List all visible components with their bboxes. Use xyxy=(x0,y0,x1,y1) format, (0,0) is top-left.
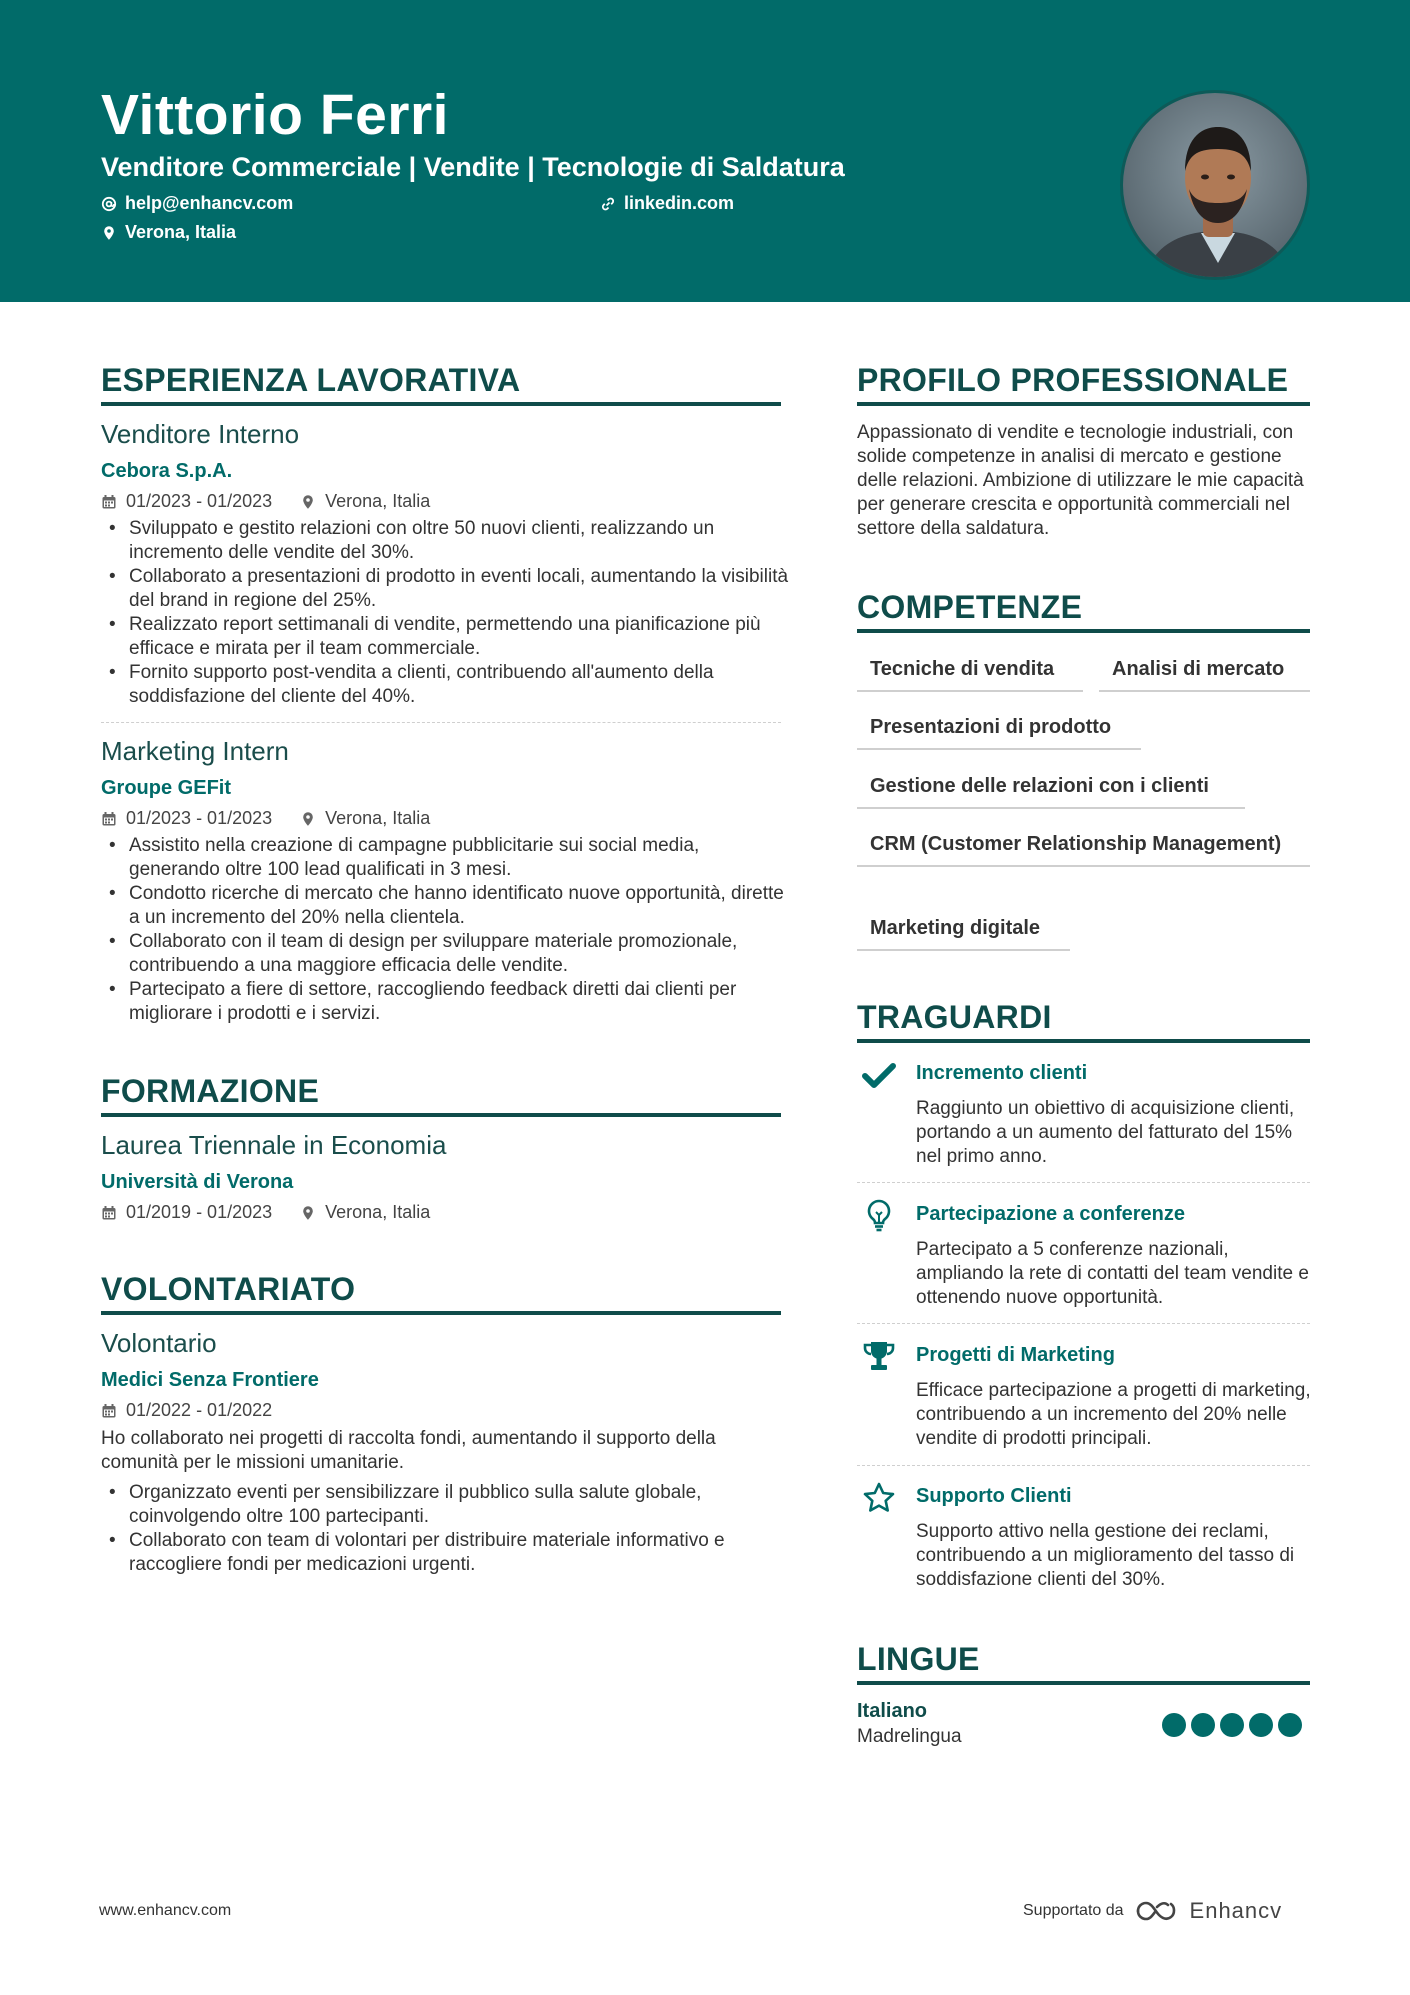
email-contact[interactable] xyxy=(101,193,293,214)
calendar-icon xyxy=(101,1403,117,1419)
achievement-title: Partecipazione a conferenze xyxy=(916,1203,1185,1225)
achievements-divider xyxy=(857,1039,1310,1043)
skill-tag: Presentazioni di prodotto xyxy=(857,714,1141,750)
email-text: help@enhancv.com xyxy=(125,193,294,213)
list-item: • Fornito supporto post-vendita a clienti, contribuendo all'aumento della soddisfazione del cliente del 40%. xyxy=(101,661,791,709)
list-item: • Partecipato a fiere di settore, raccogliendo feedback diretti dai clienti per migliorare i prodotti e i servizi. xyxy=(101,978,791,1026)
experience-divider xyxy=(101,402,781,406)
achievement-description: Efficace partecipazione a progetti di marketing, contribuendo a un incremento del 20% nelle vendite di prodotti principali. xyxy=(916,1380,1311,1449)
job-bullets xyxy=(101,834,791,1026)
location-pin-icon xyxy=(300,811,316,827)
profile-photo xyxy=(1120,90,1310,280)
language-rating xyxy=(1162,1713,1302,1737)
skill-tag: Gestione delle relazioni con i clienti xyxy=(857,773,1245,809)
volunteer-org: Medici Senza Frontiere xyxy=(101,1369,319,1391)
languages-heading: LINGUE xyxy=(857,1641,980,1677)
list-item: • Collaborato a presentazioni di prodotto in eventi locali, aumentando la visibilità del brand in regione del 25%. xyxy=(101,565,791,613)
skill-tag: Analisi di mercato xyxy=(1099,656,1310,692)
link-icon xyxy=(600,196,616,212)
job-location: Verona, Italia xyxy=(325,808,431,828)
job-dates: 01/2023 - 01/2023 xyxy=(126,808,273,828)
achievement-title: Incremento clienti xyxy=(916,1062,1088,1084)
achievement-description: Raggiunto un obiettivo di acquisizione clienti, portando a un aumento del fatturato del 15% nel primo anno. xyxy=(916,1098,1295,1167)
location-pin-icon xyxy=(300,494,316,510)
entry-divider xyxy=(857,1182,1310,1183)
list-item: • Assistito nella creazione di campagne pubblicitarie sui social media, generando oltre 100 lead qualificati in 3 mesi. xyxy=(101,834,791,882)
enhancv-logo-icon xyxy=(1134,1899,1180,1923)
summary-heading: PROFILO PROFESSIONALE xyxy=(857,362,1289,398)
calendar-icon xyxy=(101,494,117,510)
volunteer-dates: 01/2022 - 01/2022 xyxy=(126,1400,273,1420)
company-name: Cebora S.p.A. xyxy=(101,460,233,482)
list-item: • Collaborato con il team di design per sviluppare materiale promozionale, contribuendo a una maggiore efficacia delle vendite. xyxy=(101,930,791,978)
list-item: • Sviluppato e gestito relazioni con oltre 50 nuovi clienti, realizzando un incremento delle vendite del 30%. xyxy=(101,517,791,565)
rating-dot xyxy=(1191,1713,1215,1737)
calendar-icon xyxy=(101,1205,117,1221)
summary-divider xyxy=(857,402,1310,406)
education-dates: 01/2019 - 01/2023 xyxy=(126,1202,273,1222)
language-level: Madrelingua xyxy=(857,1726,962,1747)
star-icon xyxy=(862,1481,896,1515)
linkedin-contact[interactable] xyxy=(600,193,734,214)
school-name: Università di Verona xyxy=(101,1171,294,1193)
job-title: Marketing Intern xyxy=(101,736,289,766)
location-pin-icon xyxy=(101,225,117,241)
resume-header xyxy=(0,0,1410,302)
list-item: • Realizzato report settimanali di vendite, permettendo una pianificazione più efficace e mirata per il team commerciale. xyxy=(101,613,791,661)
rating-dot xyxy=(1162,1713,1186,1737)
powered-by-label: Supportato da xyxy=(1023,1902,1124,1919)
location-pin-icon xyxy=(300,1205,316,1221)
volunteer-meta xyxy=(101,1400,272,1421)
job-meta xyxy=(101,808,430,829)
entry-divider xyxy=(101,722,781,723)
footer-powered-by[interactable] xyxy=(1023,1898,1282,1924)
enhancv-brand: Enhancv xyxy=(1189,1898,1283,1923)
rating-dot xyxy=(1278,1713,1302,1737)
lightbulb-icon xyxy=(862,1198,896,1232)
skill-tag: Marketing digitale xyxy=(857,915,1070,951)
calendar-icon xyxy=(101,811,117,827)
trophy-icon xyxy=(862,1339,896,1373)
education-meta xyxy=(101,1202,430,1223)
languages-divider xyxy=(857,1681,1310,1685)
volunteer-bullets xyxy=(101,1481,791,1577)
degree-title: Laurea Triennale in Economia xyxy=(101,1130,447,1160)
volunteering-divider xyxy=(101,1311,781,1315)
achievement-description: Supporto attivo nella gestione dei reclami, contribuendo a un miglioramento del tasso di soddisfazione clienti del 30%. xyxy=(916,1521,1295,1590)
achievement-title: Progetti di Marketing xyxy=(916,1344,1115,1366)
location-text: Verona, Italia xyxy=(125,222,237,242)
volunteering-heading: VOLONTARIATO xyxy=(101,1271,356,1307)
company-name: Groupe GEFit xyxy=(101,777,231,799)
rating-dot xyxy=(1249,1713,1273,1737)
language-name: Italiano xyxy=(857,1700,928,1722)
footer-url[interactable]: www.enhancv.com xyxy=(99,1902,232,1919)
linkedin-text: linkedin.com xyxy=(624,193,735,213)
job-location: Verona, Italia xyxy=(325,491,431,511)
job-title: Venditore Interno xyxy=(101,419,300,449)
skills-divider xyxy=(857,629,1310,633)
candidate-headline: Venditore Commerciale | Vendite | Tecnologie di Saldatura xyxy=(101,152,845,182)
job-meta xyxy=(101,491,430,512)
entry-divider xyxy=(857,1323,1310,1324)
candidate-name: Vittorio Ferri xyxy=(101,83,449,147)
skill-tag: Tecniche di vendita xyxy=(857,656,1083,692)
skill-tag: CRM (Customer Relationship Management) xyxy=(857,831,1310,867)
list-item: • Organizzato eventi per sensibilizzare il pubblico sulla salute globale, coinvolgendo oltre 100 partecipanti. xyxy=(101,1481,791,1529)
achievement-title: Supporto Clienti xyxy=(916,1485,1072,1507)
list-item: • Collaborato con team di volontari per distribuire materiale informativo e raccogliere fondi per medicazioni urgenti. xyxy=(101,1529,791,1577)
skills-heading: COMPETENZE xyxy=(857,589,1083,625)
education-divider xyxy=(101,1113,781,1117)
experience-heading: ESPERIENZA LAVORATIVA xyxy=(101,362,521,398)
location-contact xyxy=(101,222,236,243)
list-item: • Condotto ricerche di mercato che hanno identificato nuove opportunità, dirette a un incremento del 20% nella clientela. xyxy=(101,882,791,930)
volunteer-role: Volontario xyxy=(101,1328,217,1358)
volunteer-description: Ho collaborato nei progetti di raccolta fondi, aumentando il supporto della comunità per le missioni umanitarie. xyxy=(101,1428,716,1473)
education-location: Verona, Italia xyxy=(325,1202,431,1222)
checkmark-icon xyxy=(862,1058,896,1092)
at-icon xyxy=(101,196,117,212)
job-dates: 01/2023 - 01/2023 xyxy=(126,491,273,511)
achievement-description: Partecipato a 5 conferenze nazionali, ampliando la rete di contatti del team vendite e ottenendo nuove opportunità. xyxy=(916,1239,1309,1308)
job-bullets xyxy=(101,517,791,709)
rating-dot xyxy=(1220,1713,1244,1737)
summary-text: Appassionato di vendite e tecnologie industriali, con solide competenze in analisi di mercato e gestione delle relazioni. Ambizione di utilizzare le mie capacità per generare crescita e opportunità commerciali nel settore della saldatura. xyxy=(857,422,1304,539)
education-heading: FORMAZIONE xyxy=(101,1073,320,1109)
achievements-heading: TRAGUARDI xyxy=(857,999,1052,1035)
entry-divider xyxy=(857,1465,1310,1466)
